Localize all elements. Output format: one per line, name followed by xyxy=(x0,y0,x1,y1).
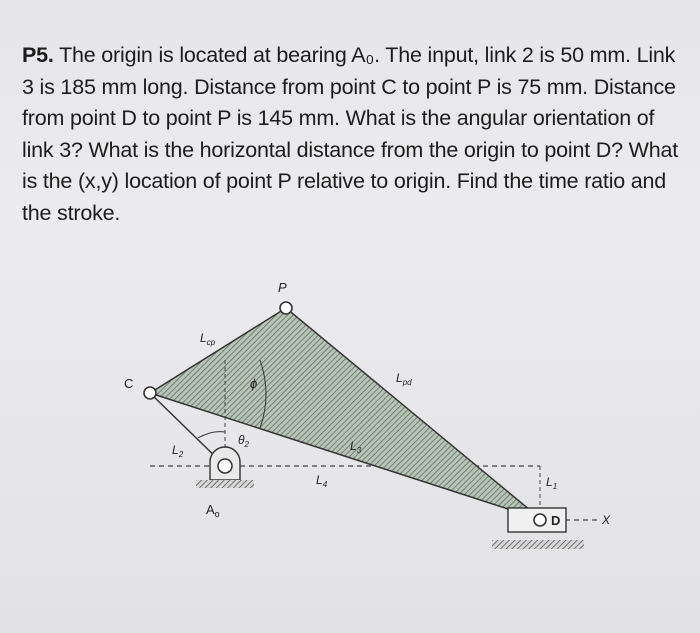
label-theta2: $\theta_2$ xyxy=(238,433,249,449)
label-l-pd: $L_{pd}$ xyxy=(396,371,412,387)
linkage-diagram xyxy=(100,270,660,590)
label-phi: ϕ xyxy=(250,376,258,391)
label-l1: $L_1$ xyxy=(546,475,558,491)
theta2-angle-arc xyxy=(198,432,225,438)
joint-c xyxy=(144,387,156,399)
label-point-d: D xyxy=(551,513,561,528)
problem-statement xyxy=(22,40,682,229)
problem-text: The origin is located at bearing A₀. The input, link 2 is 50 mm. Link 3 is 185 mm long. Distance from point C to point P is 75 mm. Distance from point D to point P is 145 mm. What is the angular orientation of link 3? What is the horizontal distance from the origin to point D? What is the (x,y) location of point P relative to origin. Find the time ratio and the stroke. xyxy=(22,43,679,225)
label-x-axis: X xyxy=(602,513,611,527)
label-l2: $L_2$ xyxy=(172,443,184,459)
label-l-cp: $L_{cp}$ xyxy=(200,331,216,347)
label-point-c: C xyxy=(124,376,134,391)
label-l4: $L_4$ xyxy=(316,473,328,489)
label-bearing-a0: $A_o$ xyxy=(206,502,220,519)
joint-p xyxy=(280,302,292,314)
label-l3: $L_3$ xyxy=(350,439,362,455)
problem-number: P5. xyxy=(22,43,54,67)
bearing-a0 xyxy=(196,447,254,488)
label-point-p: P xyxy=(278,280,287,295)
joint-d xyxy=(534,514,546,526)
